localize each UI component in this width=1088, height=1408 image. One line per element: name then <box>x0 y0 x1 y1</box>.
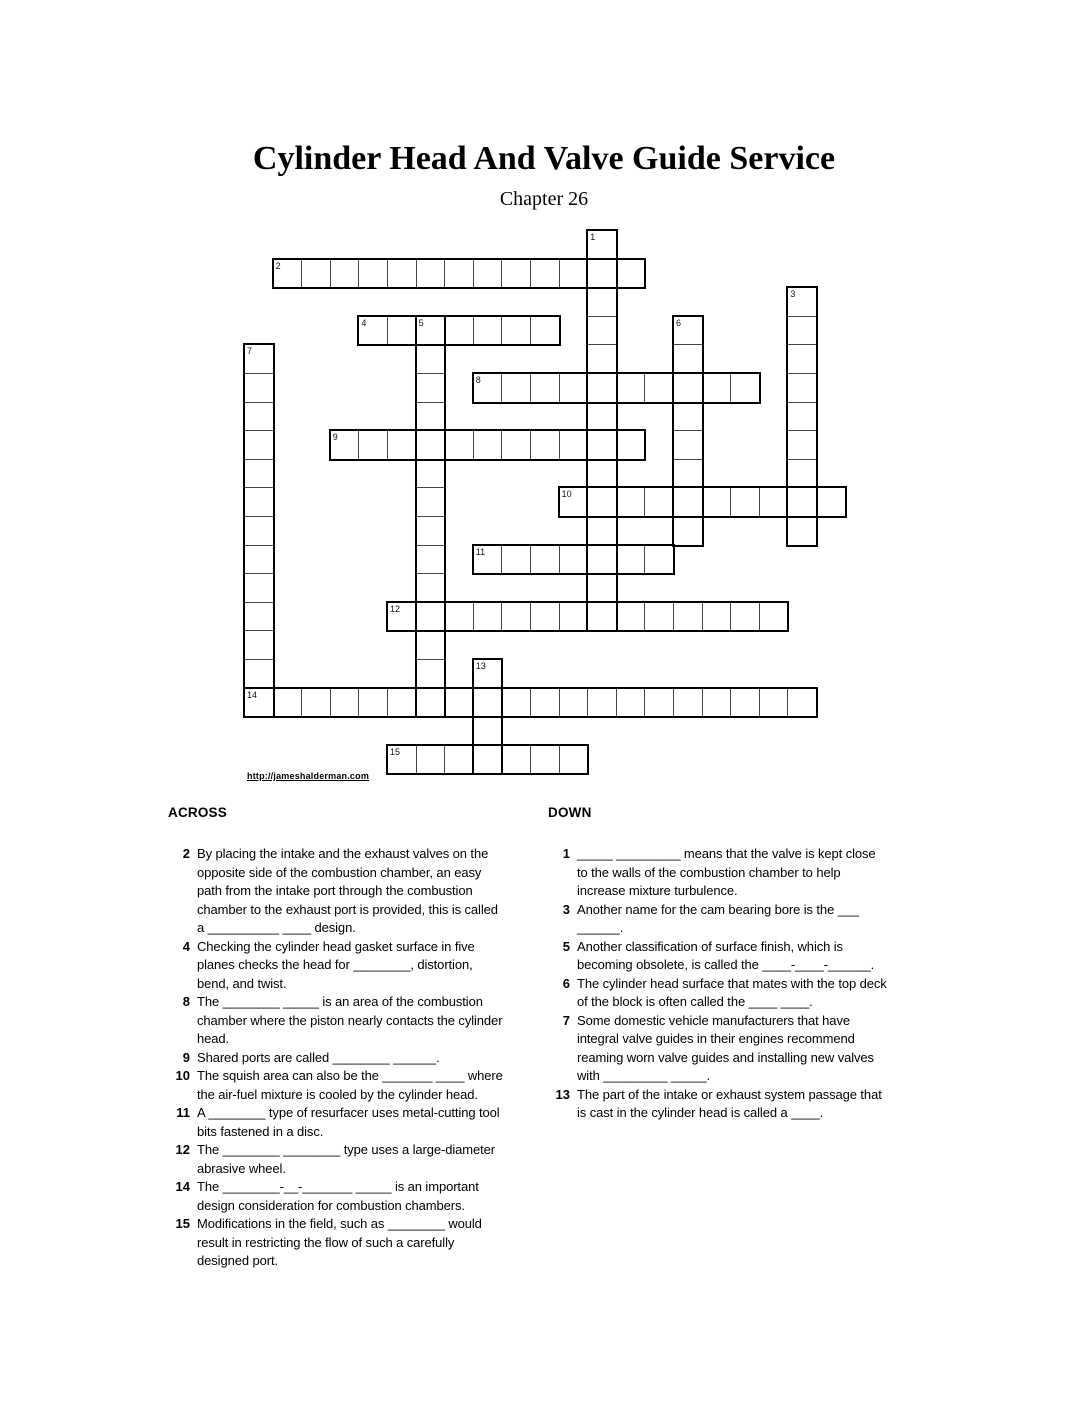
grid-cell <box>301 259 331 289</box>
grid-cell <box>473 659 503 689</box>
grid-cell <box>244 573 274 603</box>
grid-cell <box>530 602 560 632</box>
grid-cell <box>559 487 589 517</box>
cell-number: 14 <box>247 689 258 700</box>
clue-text: _____ _________ means that the valve is kept close to the walls of the combustion chamber to help increase mixture turbulence. <box>577 846 876 898</box>
grid-cell <box>416 630 446 660</box>
clue-number: 14 <box>175 1179 190 1194</box>
cell-number: 2 <box>275 260 281 271</box>
grid-cell <box>730 373 760 403</box>
grid-cell <box>444 602 474 632</box>
clue-number: 13 <box>555 1086 570 1102</box>
grid-cell <box>587 344 617 374</box>
grid-cell <box>530 545 560 575</box>
grid-cell <box>644 688 674 718</box>
grid-cell <box>501 688 531 718</box>
clue-item <box>168 993 513 1049</box>
grid-cell <box>244 630 274 660</box>
grid-cell <box>616 545 646 575</box>
grid-cell <box>444 316 474 346</box>
grid-cell <box>787 459 817 489</box>
chapter-subtitle: Chapter 26 <box>499 188 589 210</box>
grid-cell <box>387 259 417 289</box>
clue-number: 2 <box>182 846 190 861</box>
grid-cell <box>416 344 446 374</box>
grid-cell <box>702 373 732 403</box>
clue-number: 9 <box>182 1049 190 1065</box>
grid-cell <box>530 259 560 289</box>
cell-number: 10 <box>561 489 572 500</box>
grid-cell <box>559 545 589 575</box>
grid-cell <box>244 516 274 546</box>
cell-number: 15 <box>390 746 401 757</box>
grid-cell <box>416 459 446 489</box>
clue-number: 15 <box>175 1216 190 1231</box>
grid-cell <box>530 373 560 403</box>
grid-cell <box>530 745 560 775</box>
grid-cell <box>473 688 503 718</box>
grid-cell <box>501 602 531 632</box>
grid-cell <box>416 316 446 346</box>
grid-cell <box>816 487 846 517</box>
grid-cell <box>587 230 617 260</box>
cell-number: 12 <box>390 603 401 614</box>
clue-text: The ________-__-_______ _____ is an important design consideration for combustion chambers. <box>197 1179 479 1213</box>
clue-number: 5 <box>562 938 570 954</box>
grid-cell <box>673 688 703 718</box>
grid-cell <box>416 430 446 460</box>
grid-cell <box>616 430 646 460</box>
grid-cell <box>587 516 617 546</box>
grid-cell <box>559 373 589 403</box>
grid-cell <box>759 602 789 632</box>
grid-cell <box>330 259 360 289</box>
down-header: DOWN <box>548 805 592 820</box>
down-section <box>548 806 898 1123</box>
grid-cell <box>244 659 274 689</box>
grid-cell <box>244 373 274 403</box>
grid-cell <box>644 487 674 517</box>
grid-cell <box>330 688 360 718</box>
grid-cell <box>501 745 531 775</box>
clue-number: 12 <box>175 1142 190 1157</box>
grid-cell <box>501 316 531 346</box>
cell-number: 8 <box>475 375 481 385</box>
grid-cell <box>787 344 817 374</box>
clue-item <box>168 1104 513 1141</box>
grid-cell <box>244 402 274 432</box>
grid-cell <box>387 430 417 460</box>
grid-cell <box>587 487 617 517</box>
grid-cell <box>787 402 817 432</box>
grid-cell <box>416 487 446 517</box>
grid-cell <box>787 287 817 317</box>
grid-cell <box>244 344 274 374</box>
grid-cell <box>387 316 417 346</box>
grid-cell <box>473 745 503 775</box>
grid-cell <box>702 487 732 517</box>
cell-number: 3 <box>790 289 796 300</box>
grid-cell <box>787 487 817 517</box>
grid-cell <box>358 259 388 289</box>
grid-cell <box>673 487 703 517</box>
clue-text: A ________ type of resurfacer uses metal-cutting tool bits fastened in a disc. <box>197 1105 500 1139</box>
clue-number: 3 <box>562 901 570 917</box>
grid-cell <box>244 487 274 517</box>
grid-cell <box>416 659 446 689</box>
cell-number: 9 <box>332 432 338 443</box>
clue-item <box>168 1178 513 1215</box>
grid-cell <box>416 602 446 632</box>
clue-item <box>168 1067 513 1104</box>
grid-cell <box>559 602 589 632</box>
grid-cell <box>587 287 617 317</box>
grid-cell <box>416 402 446 432</box>
grid-cell <box>473 545 503 575</box>
grid-cell <box>616 487 646 517</box>
clue-text: The ________ _____ is an area of the combustion chamber where the piston nearly contacts the cylinder head. <box>197 994 503 1046</box>
clue-number: 10 <box>175 1068 190 1083</box>
grid-cell <box>416 259 446 289</box>
cell-number: 5 <box>418 317 424 328</box>
grid-cell <box>273 259 303 289</box>
grid-cell <box>416 745 446 775</box>
grid-cell <box>559 430 589 460</box>
grid-cell <box>501 430 531 460</box>
grid-cell <box>673 316 703 346</box>
grid-cell <box>673 430 703 460</box>
clue-item <box>168 1141 513 1178</box>
across-header: ACROSS <box>168 805 227 820</box>
grid-cell <box>444 745 474 775</box>
grid-cell <box>501 259 531 289</box>
grid-cell <box>644 602 674 632</box>
grid-cell <box>730 602 760 632</box>
clue-text: Modifications in the field, such as ________ would result in restricting the flow of such a carefully designed port. <box>197 1216 482 1268</box>
grid-cell <box>416 373 446 403</box>
crossword-grid <box>244 230 848 776</box>
grid-cell <box>673 459 703 489</box>
clue-item <box>548 1086 898 1123</box>
grid-cell <box>416 573 446 603</box>
grid-cell <box>587 402 617 432</box>
grid-cell <box>530 688 560 718</box>
cell-number: 6 <box>676 317 682 328</box>
clue-number: 6 <box>562 975 570 991</box>
grid-cell <box>787 430 817 460</box>
grid-cell <box>787 373 817 403</box>
source-link[interactable]: http://jameshalderman.com <box>247 771 370 781</box>
across-clue-list <box>168 845 513 1271</box>
grid-cell <box>244 602 274 632</box>
grid-cell <box>501 373 531 403</box>
grid-cell <box>730 487 760 517</box>
grid-cell <box>330 430 360 460</box>
grid-cell <box>530 316 560 346</box>
grid-cell <box>473 259 503 289</box>
grid-cell <box>387 745 417 775</box>
grid-cell <box>759 487 789 517</box>
grid-cell <box>587 573 617 603</box>
grid-cell <box>416 516 446 546</box>
grid-cell <box>673 373 703 403</box>
across-section <box>168 806 513 1271</box>
grid-cell <box>416 688 446 718</box>
grid-cell <box>387 688 417 718</box>
clue-number: 7 <box>562 1012 570 1028</box>
grid-cell <box>473 716 503 746</box>
clue-item <box>548 975 898 1012</box>
clue-item <box>548 901 898 938</box>
clue-number: 8 <box>182 994 190 1009</box>
clue-text: Shared ports are called ________ ______. <box>197 1049 440 1065</box>
down-clue-list <box>548 845 898 1123</box>
clue-text: The part of the intake or exhaust system passage that is cast in the cylinder head is called a ____. <box>577 1086 882 1120</box>
grid-cell <box>444 259 474 289</box>
grid-cell <box>673 516 703 546</box>
grid-cell <box>273 688 303 718</box>
grid-cell <box>759 688 789 718</box>
grid-cell <box>244 430 274 460</box>
grid-cell <box>673 402 703 432</box>
grid-cell <box>358 430 388 460</box>
grid-cell <box>587 430 617 460</box>
grid-cell <box>616 259 646 289</box>
clue-number: 11 <box>176 1105 190 1120</box>
grid-cell <box>244 545 274 575</box>
clue-item <box>168 845 513 938</box>
grid-cell <box>587 602 617 632</box>
clue-text: By placing the intake and the exhaust valves on the opposite side of the combustion chamber, an easy path from the intake port through the combustion chamber to the exhaust port is provided, this is called a __________ ____ design. <box>197 846 498 935</box>
clue-text: The ________ ________ type uses a large-diameter abrasive wheel. <box>197 1142 496 1176</box>
clue-item <box>168 938 513 994</box>
grid-cell <box>473 316 503 346</box>
clue-text: Another classification of surface finish, which is becoming obsolete, is called the ____-____-______. <box>577 938 875 972</box>
clue-text: The squish area can also be the _______ ____ where the air-fuel mixture is cooled by the cylinder head. <box>197 1068 503 1102</box>
grid-cell <box>702 602 732 632</box>
clue-item <box>548 1012 898 1086</box>
cell-number: 7 <box>247 346 253 357</box>
grid-cell <box>444 688 474 718</box>
grid-cell <box>301 688 331 718</box>
grid-cell <box>587 373 617 403</box>
grid-cell <box>244 688 274 718</box>
grid-cell <box>616 688 646 718</box>
page-title: Cylinder Head And Valve Guide Service <box>252 140 836 177</box>
clue-text: The cylinder head surface that mates with the top deck of the block is often called the ____ ____. <box>577 975 887 1009</box>
cell-number: 4 <box>361 317 367 328</box>
grid-cell <box>559 745 589 775</box>
grid-cell <box>787 516 817 546</box>
clue-number: 1 <box>562 846 570 861</box>
grid-cell <box>473 602 503 632</box>
clue-item <box>168 1215 513 1271</box>
grid-cell <box>616 373 646 403</box>
grid-cell <box>587 316 617 346</box>
clue-text: Checking the cylinder head gasket surface in five planes checks the head for ________, distortion, bend, and twist. <box>197 938 475 991</box>
grid-cell <box>787 688 817 718</box>
grid-cell <box>473 430 503 460</box>
grid-cell <box>673 602 703 632</box>
clue-text: Some domestic vehicle manufacturers that have integral valve guides in their engines recommend reaming worn valve guides and installing new valves with _________ _____. <box>577 1012 874 1083</box>
cell-number: 11 <box>475 546 486 557</box>
grid-cell <box>730 688 760 718</box>
grid-cell <box>587 688 617 718</box>
grid-cell <box>787 316 817 346</box>
grid-cell <box>644 373 674 403</box>
grid-cell <box>501 545 531 575</box>
grid-cell <box>616 602 646 632</box>
grid-cell <box>358 316 388 346</box>
grid-cell <box>587 545 617 575</box>
grid-cell <box>644 545 674 575</box>
grid-cell <box>587 259 617 289</box>
grid-cell <box>416 545 446 575</box>
grid-cell <box>702 688 732 718</box>
clue-text: Another name for the cam bearing bore is the ___ ______. <box>577 901 860 935</box>
grid-cell <box>673 344 703 374</box>
grid-cell <box>559 688 589 718</box>
clue-number: 4 <box>182 938 190 954</box>
grid-cell <box>473 373 503 403</box>
grid-cell <box>587 459 617 489</box>
grid-cell <box>559 259 589 289</box>
grid-cell <box>358 688 388 718</box>
clue-item <box>168 1049 513 1068</box>
cell-number: 13 <box>475 661 486 671</box>
clue-item <box>548 845 898 901</box>
grid-cell <box>530 430 560 460</box>
grid-cell <box>387 602 417 632</box>
cell-number: 1 <box>590 232 596 242</box>
grid-cell <box>244 459 274 489</box>
clue-item <box>548 938 898 975</box>
grid-cell <box>444 430 474 460</box>
